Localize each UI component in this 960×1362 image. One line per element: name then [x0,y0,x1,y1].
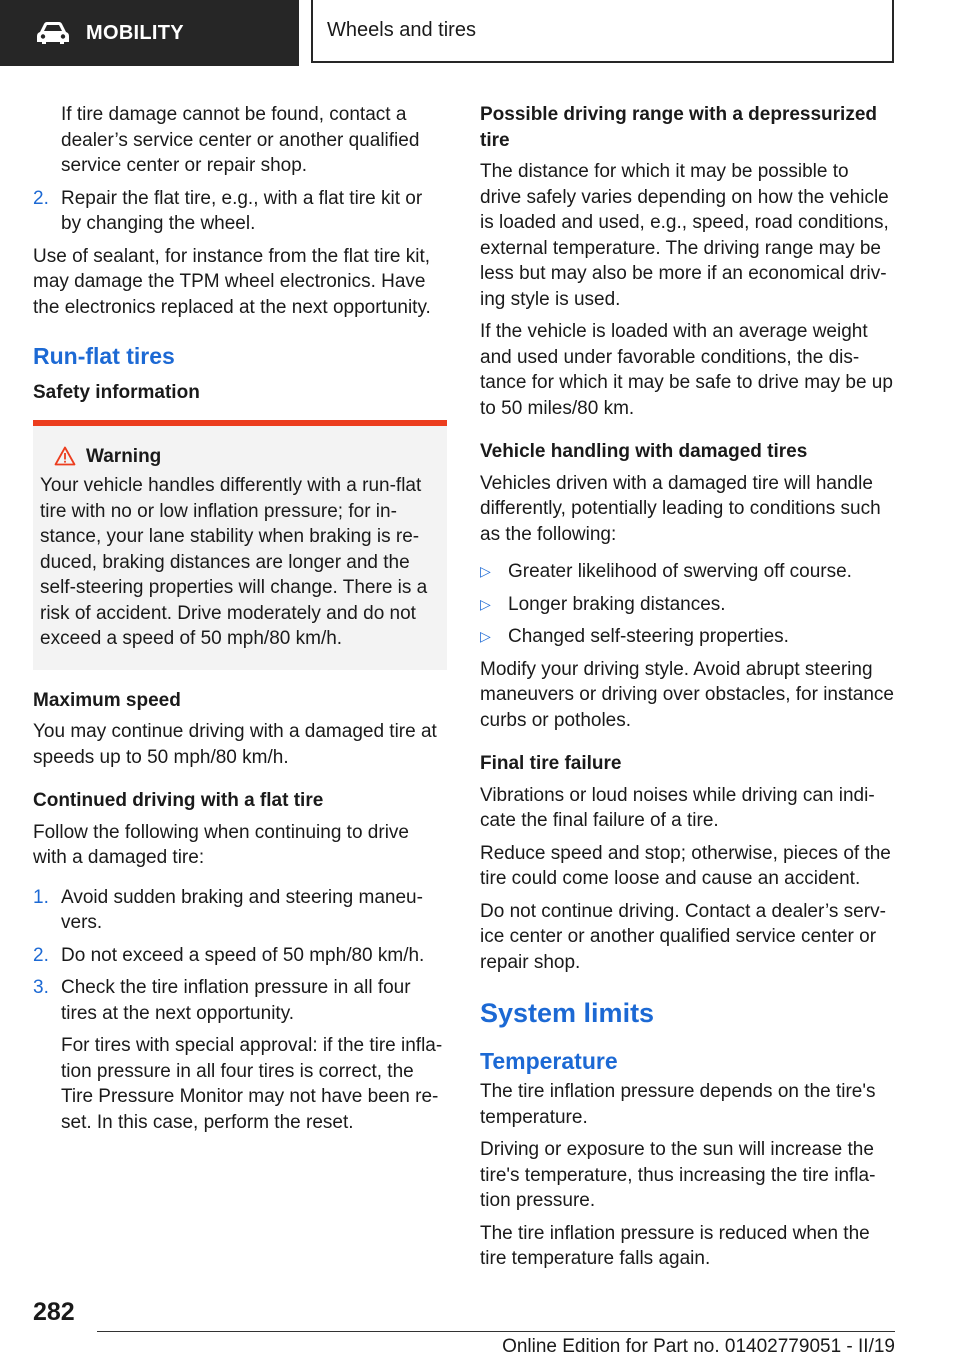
temp-paragraph-3: The tire inflation pressure is reduced when the tire temperature falls again. [480,1222,870,1269]
triangle-bullet-icon: ▷ [480,628,491,644]
section-title: MOBILITY [86,21,184,44]
final-paragraph-2: Reduce speed and stop; otherwise, pieces of the tire could come loose and cause an accident. [480,842,891,889]
footer-divider [97,1331,895,1332]
header-section-tab [0,0,299,66]
header-chapter-box [311,0,894,63]
range-paragraph-1: The distance for which it may be possible to drive safely varies depending on how the vehicle is loaded and used, e.g., speed, road conditions, external temperature. The driving range may be less but may also be more if an economical driv‐ ing style is used. [480,161,889,310]
heading-vehicle-handling: Vehicle handling with damaged tires [480,441,808,462]
list-item [33,943,447,969]
step1-continuation: If tire damage cannot be found, contact a dealer’s service center or another qualified service center or repair shop. [61,104,420,176]
list-number: 1. [33,886,49,908]
heading-final-failure: Final tire failure [480,753,622,774]
list-item [33,885,447,936]
final-paragraph-1: Vibrations or loud noises while driving can indi‐ cate the final failure of a tire. [480,784,875,831]
temp-paragraph-1: The tire inflation pressure depends on the tire's temperature. [480,1081,876,1128]
list-text: Repair the flat tire, e.g., with a flat tire kit or by changing the wheel. [61,187,423,234]
left-column [33,102,447,1142]
list-text: Avoid sudden braking and steering maneu‐ vers. [61,886,423,933]
bullet-text: Greater likelihood of swerving off course. [508,561,852,582]
warning-title [40,444,439,470]
list-number: 3. [33,977,49,998]
continued-text: Follow the following when continuing to drive with a damaged tire: [33,821,409,868]
heading-safety-info: Safety information [33,382,200,403]
car-icon [36,21,70,45]
range-paragraph-2: If the vehicle is loaded with an average weight and used under favorable conditions, the dis‐ tance for which it may be safe to drive may be up to 50 miles/80 km. [480,321,893,419]
warning-text: Your vehicle handles differently with a run-flat tire with no or low inflation pressure; for in‐ stance, your lane stability when braking is re‐ duced, braking distances are longer and the self-steering properties will change. There is a risk of accident. Drive moderately and do not exceed a speed of 50 mph/80 km/h. [40,475,428,649]
chapter-title: Wheels and tires [327,19,476,41]
modify-driving-text: Modify your driving style. Avoid abrupt steering maneuvers or driving over obstacles, for instance curbs or potholes. [480,658,894,731]
heading-max-speed: Maximum speed [33,689,181,711]
final-paragraph-3: Do not continue driving. Contact a dealer’s serv‐ ice center or another qualified service center or repair shop. [480,900,886,973]
sealant-paragraph: Use of sealant, for instance from the flat tire kit, may damage the TPM wheel electronics. Have the electronics replaced at the next opportunity. [33,245,431,318]
list-item [33,186,447,237]
heading-temperature: Temperature [480,1048,618,1074]
bullet-text: Longer braking distances. [508,593,726,615]
list-text: Do not exceed a speed of 50 mph/80 km/h. [61,944,425,966]
right-column [480,102,895,1279]
warning-triangle-icon [54,446,76,466]
list-text: Check the tire inflation pressure in all four tires at the next opportunity. [61,977,411,1024]
list-item [33,975,447,1026]
warning-box [33,420,447,670]
list-number: 2. [33,187,49,209]
heading-run-flat: Run-flat tires [33,343,175,369]
triangle-bullet-icon: ▷ [480,563,491,579]
list-number: 2. [33,944,49,966]
heading-driving-range: Possible driving range with a depressurized tire [480,104,877,151]
temp-paragraph-2: Driving or exposure to the sun will increase the tire's temperature, thus increasing the tire infla‐ tion pressure. [480,1139,876,1211]
list-item [480,559,895,585]
handling-text: Vehicles driven with a damaged tire will handle differently, potentially leading to conditions such as the following: [480,472,881,545]
list-item [480,624,895,650]
edition-footer: Online Edition for Part no. 01402779051 - II/19 [502,1336,895,1357]
warning-label: Warning [86,445,162,467]
bullet-text: Changed self-steering properties. [508,626,789,647]
list-item [480,592,895,618]
max-speed-text: You may continue driving with a damaged tire at speeds up to 50 mph/80 km/h. [33,721,437,768]
page-number: 282 [33,1298,75,1326]
heading-continued-driving: Continued driving with a flat tire [33,790,324,811]
triangle-bullet-icon: ▷ [480,595,491,612]
heading-system-limits: System limits [480,998,655,1028]
special-approval-text: For tires with special approval: if the tire infla‐ tion pressure in all four tires is correct, the Tire Pressure Monitor may not have been re‐ set. In this case, perform the reset. [61,1035,443,1133]
